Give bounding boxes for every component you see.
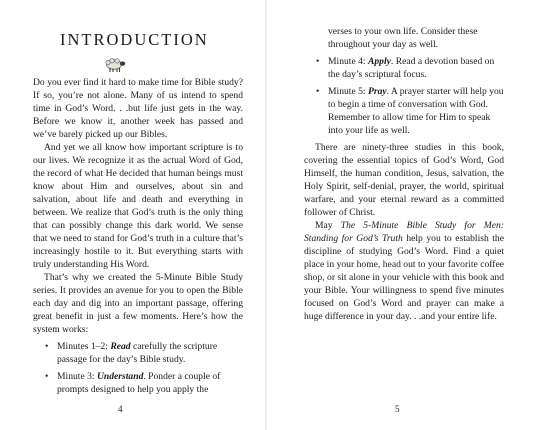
chapter-title: INTRODUCTION [60, 30, 209, 49]
intro-paragraph-4: There are ninety-three studies in this book, covering the essential topics of God’s Word, God Himself, the human condition, Jesus, salvation, the Holy Spirit, self-denial, prayer, the world, spiritual warfare, and your eternal reward as a committed follower of Christ. [304, 142, 504, 218]
intro-paragraph-5 [304, 219, 504, 323]
bullet-icon: • [45, 371, 49, 382]
step-prefix: Minute 4: [328, 56, 368, 67]
page-number: 4 [118, 404, 123, 414]
intro-paragraph-1: Do you ever find it hard to make time for Bible study? If so, you’re not alone. Many of us intend to spend time in God’s Word. . .but life just gets in the way. Before we know it, another week has passed and we’ve barely picked up our Bibles. [33, 77, 243, 140]
step-keyword: Apply [367, 56, 391, 67]
left-page [0, 0, 265, 430]
right-body-text [304, 25, 504, 323]
paragraph-lead: May [315, 220, 341, 231]
right-page [267, 0, 533, 430]
left-body-text [33, 76, 243, 400]
intro-paragraph-2: And yet we all know how important scripture is to our lives. We recognize it as the actual Word of God, the record of what He decided that human beings must know about Him and ourselves, about sin and salvation, about life and death and everything in between. We realize that God’s truth is the only thing that can possibly change this dark world. We sense that we need to stand for God’s truth in a culture that’s increasingly hostile to it. But everything starts with truly understanding His Word. [33, 142, 243, 270]
sheep-icon [103, 57, 127, 73]
list-item-continuation: verses to your own life. Consider these throughout your day as well. [328, 26, 478, 50]
step-keyword: Pray [367, 86, 387, 97]
step-text: . Ponder a couple of prompts designed to help you apply the [57, 371, 221, 395]
step-prefix: Minute 3: [57, 371, 97, 382]
intro-paragraph-3: That’s why we created the 5-Minute Bible Study series. It provides an avenue for you to open the Bible each day and dig into an important passage, offering great benefit in just a few moments. Here’s how the system works: [33, 272, 243, 335]
list-item [45, 340, 243, 366]
step-prefix: Minute 5: [328, 86, 368, 97]
steps-list [33, 340, 243, 396]
list-item [45, 370, 243, 396]
list-item [316, 55, 504, 81]
steps-list-continued [304, 25, 504, 137]
bullet-icon: • [316, 86, 320, 97]
page-number: 5 [395, 404, 400, 414]
step-text: carefully the scripture passage for the day’s Bible study. [57, 341, 218, 365]
step-text: . Read a devotion based on the day’s scriptural focus. [328, 56, 495, 80]
bullet-icon: • [316, 56, 320, 67]
bullet-icon: • [45, 341, 49, 352]
paragraph-rest: help you to establish the discipline of studying God’s Word. Find a quiet place in your home, head out to your favorite coffee shop, or sit alone in your vehicle with this book and your Bible. Your willingness to spend five minutes focused on God’s Word and prayer can make a huge difference in your day. . .and your entire life. [304, 233, 504, 322]
step-prefix: Minutes 1–2: [57, 341, 111, 352]
book-title: The 5-Minute Bible Study for Men: Standing for God’s Truth [304, 220, 505, 244]
step-keyword: Read [110, 341, 131, 352]
list-item [316, 85, 504, 137]
step-text: . A prayer starter will help you to begin a time of conversation with God. Remember to allow time for Him to speak into your life as well. [328, 86, 504, 136]
step-keyword: Understand [96, 371, 144, 382]
